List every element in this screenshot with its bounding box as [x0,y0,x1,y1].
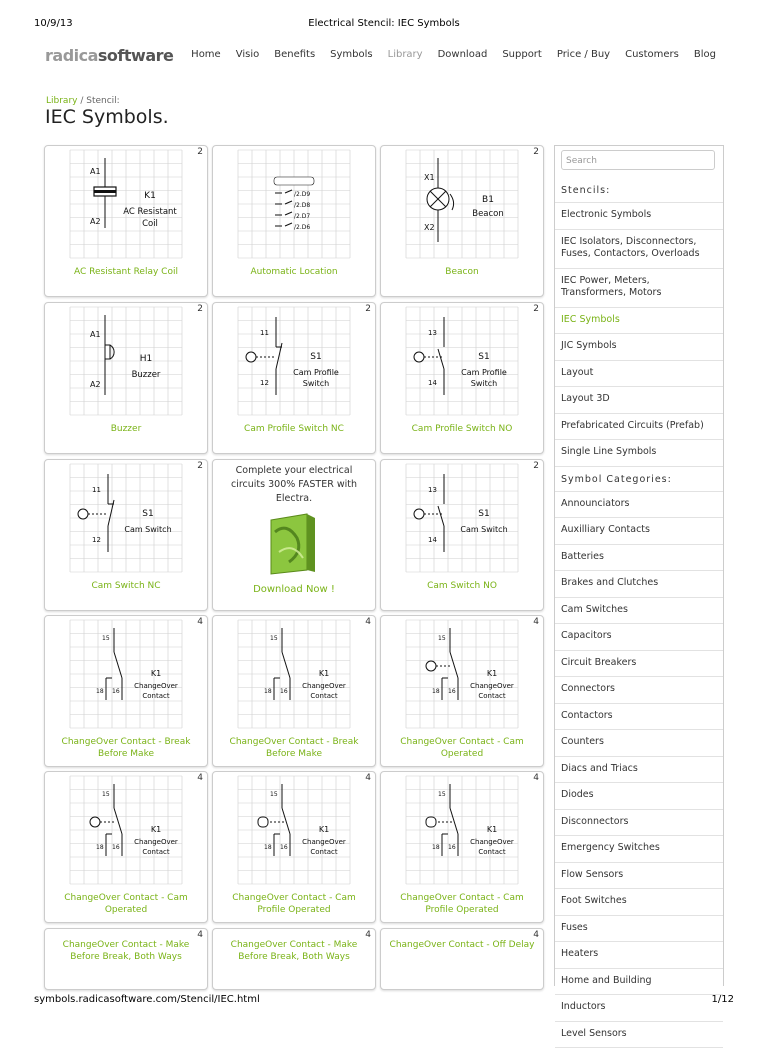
symbol-count-badge: 2 [197,147,203,157]
symbol-count-badge: 4 [365,930,371,940]
terminal-label: A1 [90,167,101,176]
device-desc: Cam Switch [460,525,507,534]
sidebar-item-emergency-switches[interactable]: Emergency Switches [555,836,723,863]
symbol-grid-lines [70,776,182,884]
site-logo[interactable] [45,46,173,65]
terminal-label: A2 [90,380,101,389]
symbol-grid-lines [238,776,350,884]
device-desc: Cam Switch [124,525,171,534]
device-desc: ChangeOver [134,838,178,846]
symbol-card-changeover-contact-cam-operated[interactable] [44,771,208,923]
symbol-caption[interactable]: Beacon [385,266,539,278]
sidebar-item-diacs-and-triacs[interactable]: Diacs and Triacs [555,757,723,784]
symbol-caption[interactable]: AC Resistant Relay Coil [49,266,203,278]
terminal-label: 16 [448,688,456,695]
sidebar-item-electronic-symbols[interactable]: Electronic Symbols [555,203,723,230]
terminal-label: 14 [428,536,437,544]
nav-item-price-buy[interactable]: Price / Buy [557,49,610,60]
device-tag: K1 [487,825,497,834]
symbol-count-badge: 2 [533,147,539,157]
sidebar-item-layout-3d[interactable]: Layout 3D [555,387,723,414]
nav-item-benefits[interactable]: Benefits [274,49,315,60]
device-tag: K1 [319,825,329,834]
device-desc: ChangeOver [470,838,514,846]
sidebar-item-inductors[interactable]: Inductors [555,995,723,1022]
device-desc: AC Resistant [123,207,177,217]
symbol-grid-lines [406,307,518,415]
promo-text: Complete your electrical circuits 300% FASTER with Electra. [221,464,367,506]
symbol-caption[interactable]: ChangeOver Contact - Cam Profile Operated [217,892,371,916]
terminal-label: 15 [102,791,110,798]
terminal-label: 16 [112,688,120,695]
print-date: 10/9/13 [34,18,73,29]
breadcrumb-separator: / [77,96,86,106]
breadcrumb-stencil: Stencil: [86,96,119,106]
sidebar-item-diodes[interactable]: Diodes [555,783,723,810]
terminal-label: 13 [428,486,437,494]
symbol-thumbnail[interactable] [70,307,182,415]
terminal-label: X2 [424,223,435,232]
symbol-grid-lines [70,150,182,258]
device-tag: B1 [482,195,494,205]
cam-icon [414,509,424,519]
terminal-label: 18 [264,688,272,695]
nav-item-symbols[interactable]: Symbols [330,49,372,60]
terminal-label: 15 [438,791,446,798]
device-desc: ChangeOver [134,682,178,690]
symbol-card-changeover-contact-cam-profile-operated[interactable] [380,771,544,923]
sidebar-item-layout[interactable]: Layout [555,361,723,388]
nav-item-download[interactable]: Download [438,49,488,60]
symbol-card-changeover-contact-cam-profile-operated[interactable] [212,771,376,923]
symbol-count-badge: 4 [197,617,203,627]
sidebar-item-iec-power-meters-transformers-motors[interactable]: IEC Power, Meters, Transformers, Motors [555,269,723,308]
terminal-label: 11 [92,486,101,494]
main-nav [191,49,716,60]
device-tag: K1 [151,825,161,834]
breadcrumb-library-link[interactable]: Library [46,96,77,106]
symbol-caption[interactable]: ChangeOver Contact - Cam Operated [49,892,203,916]
terminal-label: 15 [270,635,278,642]
location-ref: /2.D8 [294,202,310,209]
symbol-grid-lines [70,620,182,728]
device-desc: ChangeOver [302,838,346,846]
device-desc: ChangeOver [302,682,346,690]
symbol-count-badge: 4 [197,930,203,940]
symbol-caption[interactable]: ChangeOver Contact - Break Before Make [49,736,203,760]
symbol-card-changeover-contact-make-before-break-both-ways[interactable] [212,928,376,990]
nav-item-support[interactable]: Support [502,49,542,60]
device-desc: Buzzer [132,370,161,380]
device-desc: Contact [310,692,337,700]
symbol-count-badge: 2 [197,304,203,314]
symbol-thumbnail[interactable] [70,150,182,258]
symbol-thumbnail[interactable] [70,776,182,884]
sidebar-item-auxilliary-contacts[interactable]: Auxilliary Contacts [555,518,723,545]
terminal-label: 16 [280,688,288,695]
symbol-count-badge: 4 [365,617,371,627]
device-desc: Beacon [472,209,504,219]
device-desc: Contact [142,692,169,700]
symbol-card-beacon[interactable] [380,145,544,297]
symbol-thumbnail[interactable] [406,776,518,884]
terminal-label: 16 [112,844,120,851]
symbol-thumbnail[interactable] [70,464,182,572]
device-desc: Switch [303,379,329,388]
terminal-label: 14 [428,379,437,387]
symbol-caption[interactable]: Cam Profile Switch NO [385,423,539,435]
sidebar-item-single-line-symbols[interactable]: Single Line Symbols [555,440,723,467]
symbol-count-badge: 2 [197,461,203,471]
sidebar-item-counters[interactable]: Counters [555,730,723,757]
cam-icon [414,352,424,362]
symbol-grid-lines [406,776,518,884]
search-input[interactable]: Search [561,150,715,170]
nav-item-blog[interactable]: Blog [694,49,716,60]
device-tag: S1 [142,509,153,519]
device-tag: S1 [478,509,489,519]
symbol-card-changeover-contact-break-before-make[interactable] [212,615,376,767]
cam-icon [90,817,100,827]
symbol-card-changeover-contact-cam-operated[interactable] [380,615,544,767]
sidebar-item-level-sensors[interactable]: Level Sensors [555,1022,723,1048]
terminal-label: 18 [432,844,440,851]
sidebar-item-brakes-and-clutches[interactable]: Brakes and Clutches [555,571,723,598]
sidebar [554,145,724,986]
symbol-thumbnail[interactable] [70,620,182,728]
cam-icon [78,509,88,519]
symbol-grid-lines [70,307,182,415]
symbol-card-ac-resistant-relay-coil[interactable] [44,145,208,297]
symbol-card-buzzer[interactable] [44,302,208,454]
terminal-label: 12 [92,536,101,544]
nav-item-home[interactable]: Home [191,49,221,60]
sidebar-item-flow-sensors[interactable]: Flow Sensors [555,863,723,890]
nav-item-visio[interactable]: Visio [236,49,260,60]
symbol-count-badge: 2 [365,304,371,314]
symbol-count-badge: 4 [365,773,371,783]
sidebar-item-jic-symbols[interactable]: JIC Symbols [555,334,723,361]
sidebar-item-batteries[interactable]: Batteries [555,545,723,572]
terminal-label: 12 [260,379,269,387]
cam-profile-icon [426,817,436,827]
sidebar-section-heading: Symbol Categories: [555,467,723,492]
device-desc: Contact [478,848,505,856]
symbol-grid-lines [238,620,350,728]
nav-item-library[interactable]: Library [388,49,423,60]
symbol-caption[interactable]: ChangeOver Contact - Make Before Break, Both Ways [49,939,203,963]
symbol-caption[interactable]: Cam Profile Switch NC [217,423,371,435]
logo-part-1: radica [45,46,98,65]
terminal-label: 11 [260,329,269,337]
device-tag: S1 [310,352,321,362]
device-tag: K1 [144,191,156,201]
cam-icon [246,352,256,362]
symbol-caption[interactable]: ChangeOver Contact - Cam Operated [385,736,539,760]
terminal-label: 13 [428,329,437,337]
sidebar-item-connectors[interactable]: Connectors [555,677,723,704]
terminal-label: 18 [96,844,104,851]
symbol-caption[interactable]: Buzzer [49,423,203,435]
symbol-thumbnail[interactable] [406,150,518,258]
sidebar-item-announciators[interactable]: Announciators [555,492,723,519]
symbol-thumbnail[interactable] [406,464,518,572]
sidebar-item-heaters[interactable]: Heaters [555,942,723,969]
nav-item-customers[interactable]: Customers [625,49,679,60]
terminal-label: 18 [96,688,104,695]
print-url: symbols.radicasoftware.com/Stencil/IEC.html [34,994,260,1005]
device-tag: S1 [478,352,489,362]
cam-profile-icon [258,817,268,827]
sidebar-item-capacitors[interactable]: Capacitors [555,624,723,651]
promo-card[interactable] [212,459,376,611]
symbol-grid-lines [406,620,518,728]
symbol-count-badge: 2 [533,304,539,314]
device-desc: Switch [471,379,497,388]
breadcrumb [46,96,120,106]
symbol-card-cam-profile-switch-nc[interactable] [212,302,376,454]
symbol-caption[interactable]: Cam Switch NC [49,580,203,592]
symbol-count-badge: 4 [197,773,203,783]
device-desc: Cam Profile [293,368,339,377]
sidebar-item-prefabricated-circuits-prefab[interactable]: Prefabricated Circuits (Prefab) [555,414,723,441]
sidebar-list [555,178,723,1048]
logo-part-2: software [98,46,173,65]
device-desc: ChangeOver [470,682,514,690]
symbol-card-automatic-location[interactable] [212,145,376,297]
terminal-label: A2 [90,217,101,226]
terminal-label: 15 [102,635,110,642]
device-desc: Contact [142,848,169,856]
symbol-caption[interactable]: ChangeOver Contact - Make Before Break, Both Ways [217,939,371,963]
symbol-caption[interactable]: ChangeOver Contact - Break Before Make [217,736,371,760]
symbol-card-changeover-contact-make-before-break-both-ways[interactable] [44,928,208,990]
symbol-grid-lines [70,464,182,572]
symbol-thumbnail[interactable] [238,620,350,728]
sidebar-item-foot-switches[interactable]: Foot Switches [555,889,723,916]
terminal-label: 18 [432,688,440,695]
page-title: IEC Symbols. [45,106,169,128]
symbol-count-badge: 4 [533,617,539,627]
cam-icon [426,661,436,671]
symbol-count-badge: 4 [533,773,539,783]
terminal-label: 16 [448,844,456,851]
symbol-card-cam-profile-switch-no[interactable] [380,302,544,454]
sidebar-item-fuses[interactable]: Fuses [555,916,723,943]
location-ref: /2.D6 [294,224,310,231]
symbol-caption[interactable]: ChangeOver Contact - Cam Profile Operated [385,892,539,916]
sidebar-item-cam-switches[interactable]: Cam Switches [555,598,723,625]
symbol-thumbnail[interactable] [238,307,350,415]
terminal-label: 15 [270,791,278,798]
symbol-caption[interactable]: Cam Switch NO [385,580,539,592]
device-desc: Cam Profile [461,368,507,377]
terminal-label: 18 [264,844,272,851]
symbol-card-changeover-contact-off-delay[interactable] [380,928,544,990]
symbol-card-changeover-contact-break-before-make[interactable] [44,615,208,767]
print-title: Electrical Stencil: IEC Symbols [0,18,768,29]
symbol-grid-lines [238,307,350,415]
sidebar-item-home-and-building[interactable]: Home and Building [555,969,723,996]
location-ref: /2.D9 [294,191,310,198]
sidebar-section-heading: Stencils: [555,178,723,203]
device-tag: H1 [140,354,153,364]
location-ref: /2.D7 [294,213,310,220]
sidebar-item-iec-isolators-disconnectors-fuses-contactors-overloads[interactable]: IEC Isolators, Disconnectors, Fuses, Contactors, Overloads [555,230,723,269]
terminal-label: 16 [280,844,288,851]
device-tag: K1 [319,669,329,678]
symbol-count-badge: 2 [533,461,539,471]
symbol-card-cam-switch-no[interactable] [380,459,544,611]
symbol-thumbnail[interactable] [406,620,518,728]
device-tag: K1 [151,669,161,678]
symbol-thumbnail[interactable] [406,307,518,415]
device-desc: Coil [142,219,158,229]
symbol-grid-lines [406,464,518,572]
sidebar-item-circuit-breakers[interactable]: Circuit Breakers [555,651,723,678]
terminal-label: 15 [438,635,446,642]
symbol-caption[interactable]: ChangeOver Contact - Off Delay [385,939,539,951]
symbol-thumbnail[interactable] [238,776,350,884]
sidebar-item-disconnectors[interactable]: Disconnectors [555,810,723,837]
device-tag: K1 [487,669,497,678]
terminal-label: X1 [424,173,435,182]
symbol-caption[interactable]: Automatic Location [217,266,371,278]
sidebar-item-iec-symbols[interactable]: IEC Symbols [555,308,723,335]
device-desc: Contact [310,848,337,856]
download-now-link[interactable]: Download Now ! [217,584,371,596]
symbol-grid-lines [406,150,518,258]
symbol-count-badge: 4 [533,930,539,940]
symbol-thumbnail[interactable] [238,150,350,258]
symbol-card-cam-switch-nc[interactable] [44,459,208,611]
sidebar-item-contactors[interactable]: Contactors [555,704,723,731]
device-desc: Contact [478,692,505,700]
terminal-label: A1 [90,330,101,339]
print-page-number: 1/12 [712,994,734,1005]
product-box-icon[interactable] [267,512,319,576]
